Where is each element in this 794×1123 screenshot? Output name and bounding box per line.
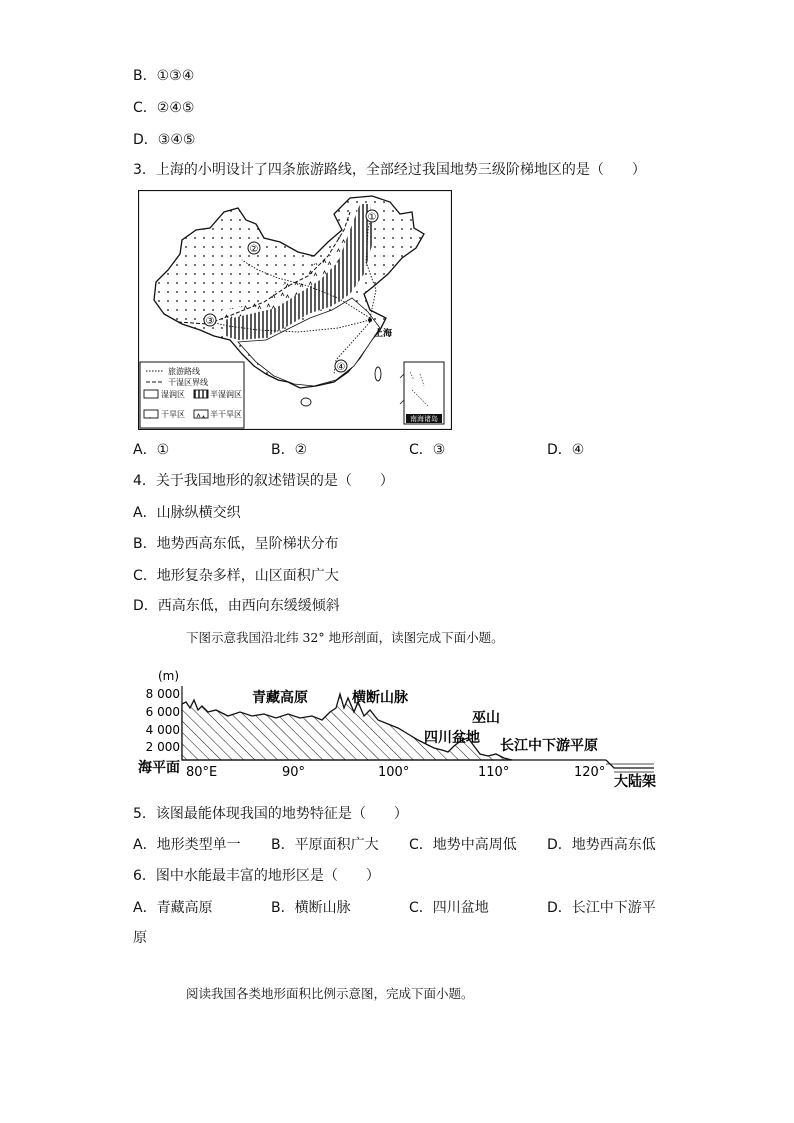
route-3-label: ③: [205, 316, 215, 327]
taiwan-island: [375, 367, 381, 381]
q3-stem: 3．上海的小明设计了四条旅游路线，全部经过我国地势三级阶梯地区的是（ ）: [133, 162, 646, 178]
legend-route: 旅游路线: [168, 367, 200, 376]
y-tick-8000: 8 000: [145, 687, 180, 701]
legend-arid-symbol: [144, 410, 158, 418]
legend-semi-arid-symbol: [194, 410, 208, 418]
q5-option-d: D．地势西高东低: [547, 837, 656, 853]
route-2-label: ②: [249, 244, 259, 255]
q6-option-a: A．青藏高原: [133, 900, 213, 916]
q6-option-d: D．长江中下游平: [547, 900, 656, 916]
q4-stem: 4．关于我国地形的叙述错误的是（ ）: [133, 473, 394, 489]
q3-options: [133, 440, 673, 460]
label-yangtze-plain: 长江中下游平原: [500, 738, 598, 754]
q2-option-c: C．②④⑤: [133, 100, 195, 116]
y-tick-2000: 2 000: [145, 740, 180, 754]
legend-semi-humid-symbol: [194, 390, 208, 398]
x-tick-100: 100°: [378, 765, 410, 780]
label-wushan: 巫山: [472, 710, 500, 726]
q5-stem: 5．该图最能体现我国的地势特征是（ ）: [133, 806, 408, 822]
legend-humid-symbol: [144, 390, 158, 398]
shanghai-label: 上海: [374, 329, 393, 339]
legend-boundary: 干湿区界线: [168, 378, 208, 387]
legend-arid: 干旱区: [161, 410, 185, 419]
label-qinghai-tibet-plateau: 青藏高原: [252, 690, 308, 706]
legend-humid: 湿润区: [161, 390, 185, 399]
label-hengduan-mountains: 横断山脉: [352, 690, 408, 706]
label-continental-shelf: 大陆架: [614, 774, 656, 790]
q6-option-d-wrap: 原: [133, 930, 147, 946]
q4-option-b: B．地势西高东低，呈阶梯状分布: [133, 536, 339, 552]
q4-option-a: A．山脉纵横交织: [133, 505, 241, 521]
terrain-profile: [136, 664, 658, 794]
x-tick-90: 90°: [282, 765, 306, 780]
legend-semi-humid: 半湿润区: [210, 390, 242, 399]
q5-option-a: A．地形类型单一: [133, 837, 241, 853]
profile-unit: (m): [158, 669, 180, 683]
q5-options: [133, 835, 673, 855]
terrain-profile-figure: [136, 664, 658, 794]
shanghai-dot: [368, 318, 372, 322]
bottom-caption: 阅读我国各类地形面积比例示意图，完成下面小题。: [186, 986, 474, 1001]
profile-caption: 下图示意我国沿北纬 32° 地形剖面，读图完成下面小题。: [186, 630, 504, 645]
sea-level-label: 海平面: [138, 760, 180, 776]
q5-option-c: C．地势中高周低: [409, 837, 517, 853]
route-1-label: ①: [367, 212, 377, 223]
y-tick-4000: 4 000: [145, 723, 180, 737]
q3-option-b: B．②: [271, 442, 308, 458]
q6-option-b: B．横断山脉: [271, 900, 351, 916]
q6-option-c: C．四川盆地: [409, 900, 489, 916]
x-tick-120: 120°: [574, 765, 606, 780]
route-4-label: ④: [336, 362, 346, 373]
q4-option-c: C．地形复杂多样，山区面积广大: [133, 568, 339, 584]
q5-option-b: B．平原面积广大: [271, 837, 379, 853]
terrain-area: [182, 694, 512, 760]
inset-label: 南海诸岛: [410, 415, 438, 423]
q3-map-figure: [138, 190, 452, 430]
hainan-island: [301, 398, 311, 406]
label-sichuan-basin: 四川盆地: [424, 730, 480, 746]
x-tick-80: 80°E: [186, 765, 218, 780]
y-tick-6000: 6 000: [145, 705, 180, 719]
q4-option-d: D．西高东低，由西向东缓缓倾斜: [133, 598, 340, 614]
x-tick-110: 110°: [478, 765, 510, 780]
q3-option-a: A．①: [133, 442, 170, 458]
q3-option-c: C．③: [409, 442, 446, 458]
q3-option-d: D．④: [547, 442, 585, 458]
q6-options: [133, 898, 673, 918]
q2-option-b: B．①③④: [133, 68, 195, 84]
china-dryness-map: [138, 190, 452, 430]
q2-option-d: D．③④⑤: [133, 132, 196, 148]
q6-stem: 6．图中水能最丰富的地形区是（ ）: [133, 868, 380, 884]
legend-semi-arid: 半干旱区: [210, 410, 242, 419]
